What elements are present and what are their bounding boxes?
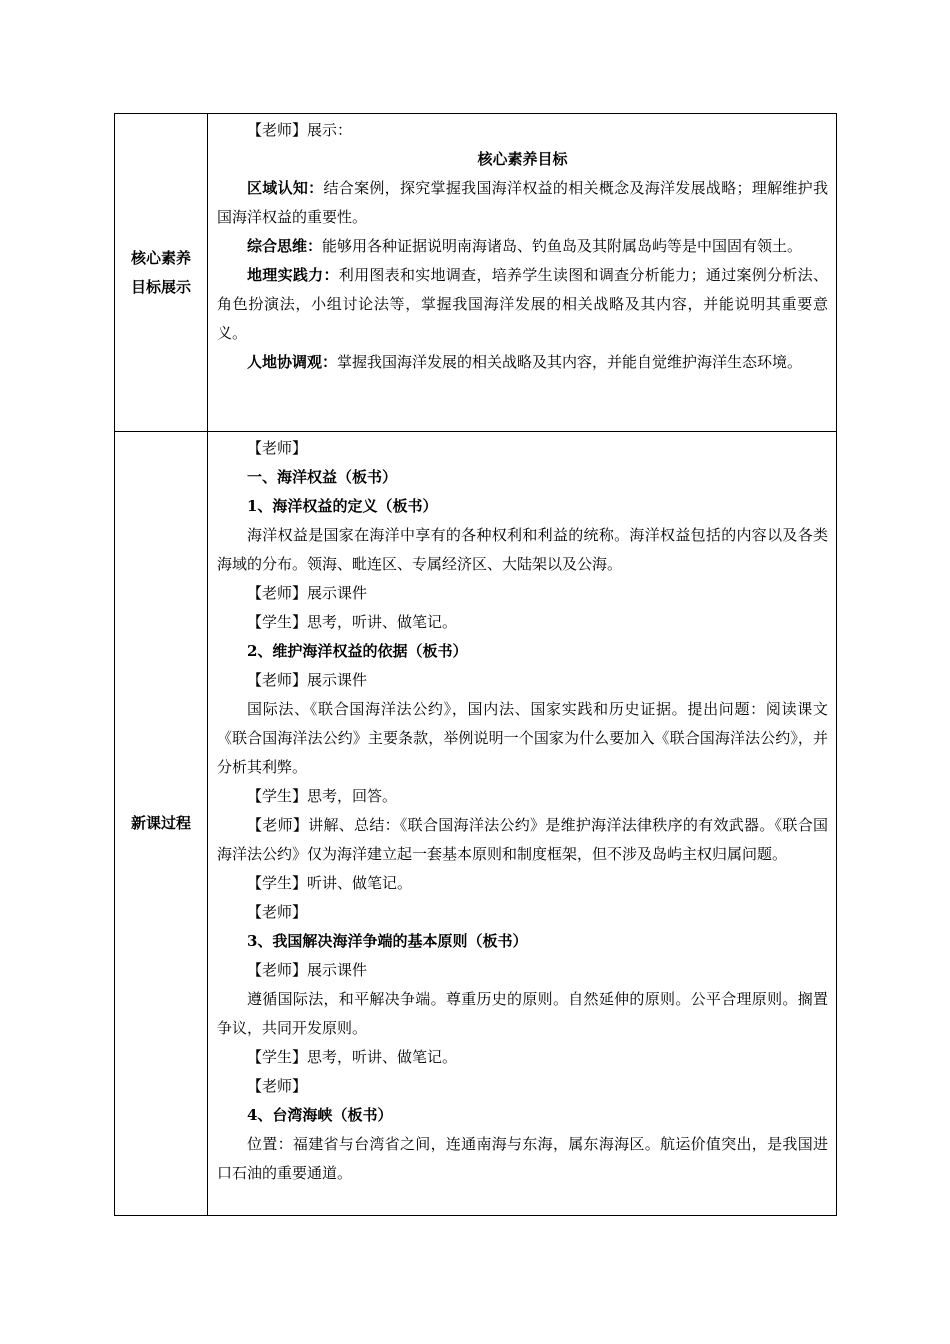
section-heading: 一、海洋权益（板书） <box>247 468 398 486</box>
content-line: 【学生】思考，回答。 <box>247 787 398 805</box>
goal-text: 结合案例，探究掌握我国海洋权益的相关概念及海洋发展战略；理解维护我国海洋权益的重要性。 <box>217 179 828 226</box>
content-paragraph: 遵循国际法，和平解决争端。尊重历史的原则。自然延伸的原则。公平合理原则。搁置争议，共同开发原则。 <box>217 990 828 1037</box>
table-row <box>115 432 837 1216</box>
row-label-line: 目标展示 <box>130 277 191 296</box>
table-row <box>115 114 837 432</box>
content-line: 【学生】思考，听讲、做笔记。 <box>247 1048 458 1066</box>
content-line: 【老师】展示课件 <box>247 584 368 602</box>
row-label-line: 核心素养 <box>130 248 191 267</box>
goal-term: 人地协调观： <box>247 353 338 371</box>
content-paragraph: 海洋权益是国家在海洋中享有的各种权利和利益的统称。海洋权益包括的内容以及各类海域的分布。领海、毗连区、专属经济区、大陆架以及公海。 <box>217 526 828 573</box>
teacher-show-line: 【老师】展示： <box>247 121 353 139</box>
goal-term: 地理实践力： <box>247 266 339 284</box>
goal-item <box>217 261 828 348</box>
goal-text: 掌握我国海洋发展的相关战略及其内容，并能自觉维护海洋生态环境。 <box>337 353 803 371</box>
goal-text: 利用图表和实地调查，培养学生读图和调查分析能力；通过案例分析法、角色扮演法，小组讨论法等，掌握我国海洋发展的相关战略及其内容，并能说明其重要意义。 <box>217 266 828 342</box>
goal-term: 综合思维： <box>247 237 323 255</box>
content-line: 【学生】思考，听讲、做笔记。 <box>247 613 458 631</box>
goal-item <box>217 232 828 261</box>
content-line: 【学生】听讲、做笔记。 <box>247 874 413 892</box>
lesson-table <box>114 113 837 1216</box>
content-line: 【老师】展示课件 <box>247 671 368 689</box>
content-line: 【老师】 <box>247 903 308 921</box>
row-label-new-lesson: 新课过程 <box>115 432 208 1216</box>
goal-text: 能够用各种证据说明南海诸岛、钓鱼岛及其附属岛屿等是中国固有领土。 <box>322 237 803 255</box>
subsection-heading: 4、台湾海峡（板书） <box>247 1106 393 1124</box>
content-line: 【老师】 <box>247 439 308 457</box>
subsection-heading: 3、我国解决海洋争端的基本原则（板书） <box>247 932 528 950</box>
subsection-heading: 2、维护海洋权益的依据（板书） <box>247 642 468 660</box>
subsection-heading: 1、海洋权益的定义（板书） <box>247 497 438 515</box>
content-paragraph: 【老师】讲解、总结：《联合国海洋法公约》是维护海洋法律秩序的有效武器。《联合国海洋法公约》仅为海洋建立起一套基本原则和制度框架，但不涉及岛屿主权归属问题。 <box>217 816 828 863</box>
new-lesson-content <box>208 432 837 1216</box>
goal-item <box>217 174 828 232</box>
content-line: 【老师】展示课件 <box>247 961 368 979</box>
content-line: 【老师】 <box>247 1077 308 1095</box>
content-paragraph: 国际法、《联合国海洋法公约》，国内法、国家实践和历史证据。提出问题：阅读课文《联合国海洋法公约》主要条款，举例说明一个国家为什么要加入《联合国海洋法公约》，并分析其利弊。 <box>217 700 828 776</box>
content-paragraph: 位置：福建省与台湾省之间，连通南海与东海，属东海海区。航运价值突出，是我国进口石油的重要通道。 <box>217 1135 828 1182</box>
core-literacy-content <box>208 114 837 432</box>
row-label-core-literacy <box>115 114 208 432</box>
goal-term: 区域认知： <box>247 179 324 197</box>
section-heading: 核心素养目标 <box>477 150 568 168</box>
goal-item <box>217 348 828 377</box>
